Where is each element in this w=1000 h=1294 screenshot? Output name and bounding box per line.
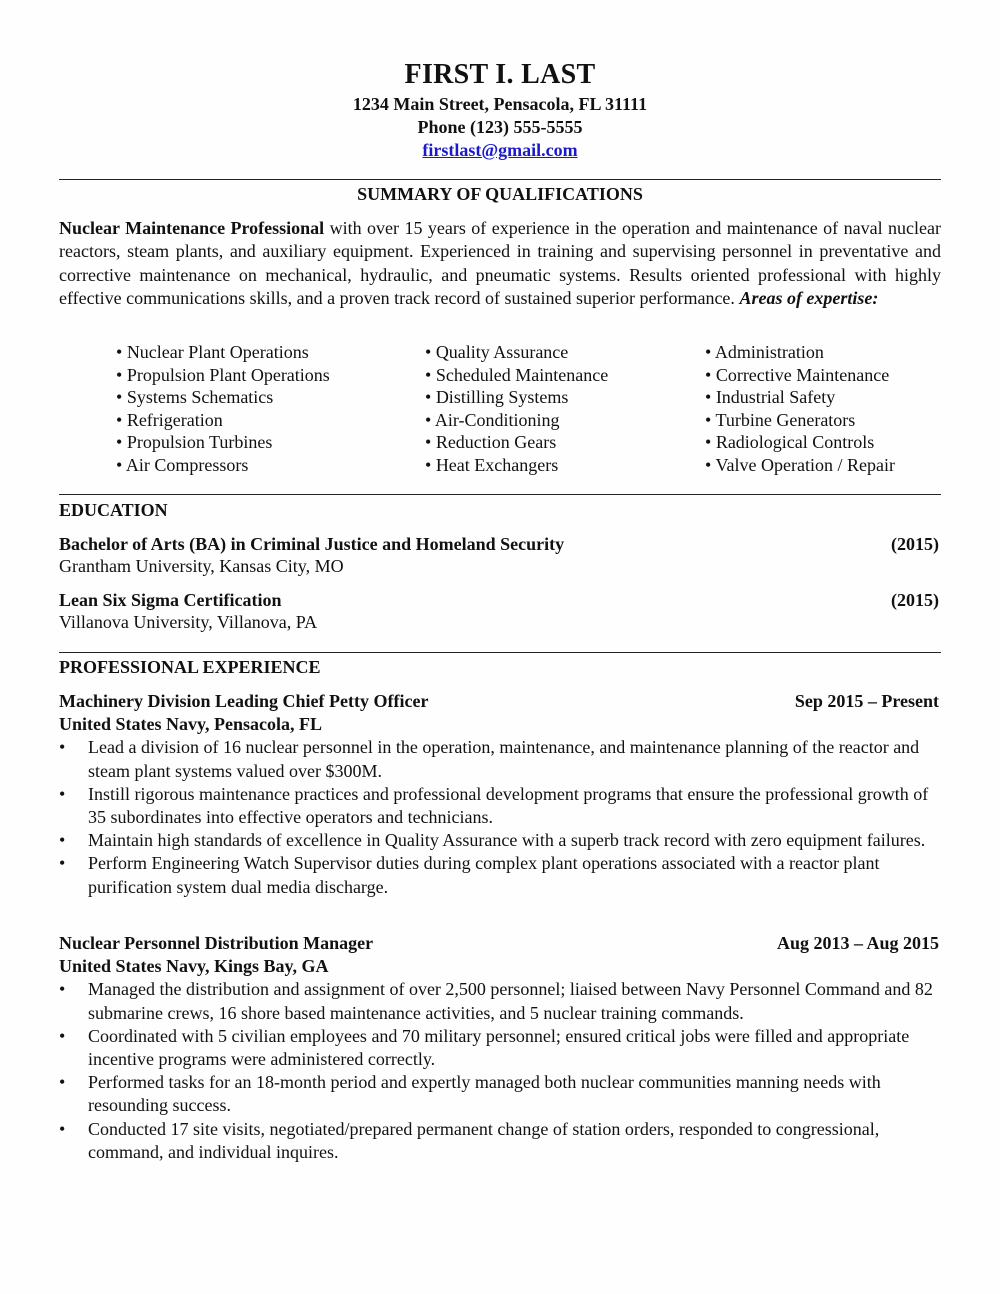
education-year: (2015) xyxy=(891,590,939,610)
email-line xyxy=(59,139,941,161)
job-dates: Aug 2013 – Aug 2015 xyxy=(776,933,939,953)
job-bullet: • Perform Engineering Watch Supervisor duties during complex plant operations associated with a reactor plant purification system dual media discharge. xyxy=(59,853,880,897)
skills-column xyxy=(425,341,608,477)
email-link[interactable]: firstlast@gmail.com xyxy=(422,140,578,160)
skill-item: • Air Compressors xyxy=(116,454,249,475)
phone: Phone (123) 555-5555 xyxy=(417,117,583,137)
job-organization: United States Navy, Pensacola, FL xyxy=(59,714,322,735)
education-entry xyxy=(59,533,941,577)
education-year: (2015) xyxy=(891,534,939,554)
expertise-label: Areas of expertise: xyxy=(739,287,879,308)
skill-item: • Propulsion Plant Operations xyxy=(116,364,330,385)
skill-item: • Corrective Maintenance xyxy=(705,364,890,385)
candidate-name: FIRST I. LAST xyxy=(404,59,596,90)
skill-item: • Propulsion Turbines xyxy=(116,432,273,453)
job-bullet: • Instill rigorous maintenance practices and professional development programs that ensure the professional growth of 35 subordinates into effective operators and technicians. xyxy=(59,783,929,828)
school: Villanova University, Villanova, PA xyxy=(59,612,318,632)
job-title: Nuclear Personnel Distribution Manager xyxy=(59,933,374,953)
job-bullet: • Conducted 17 site visits, negotiated/prepared permanent change of station orders, responded to congressional, command, and individual inquires. xyxy=(59,1118,880,1162)
skill-item: • Heat Exchangers xyxy=(425,454,559,475)
job-bullet: • Performed tasks for an 18-month period and expertly managed both nuclear communities manning needs with resounding success. xyxy=(59,1072,881,1116)
skills-column xyxy=(705,341,895,477)
skill-item: • Nuclear Plant Operations xyxy=(116,342,309,362)
job-dates: Sep 2015 – Present xyxy=(794,691,939,711)
summary-body: with over 15 years of experience in the operation and maintenance of naval nuclear reactors, steam plants, and auxiliary equipment. Experienced in training and supervising personnel in preventative and corrective maintenance on mechanical, hydraulic, and pneumatic systems. Results oriented professional with highly effective communications skills, and a proven track record of sustained superior performance. xyxy=(59,218,941,308)
skill-item: • Reduction Gears xyxy=(425,432,557,453)
summary-title: SUMMARY OF QUALIFICATIONS xyxy=(357,184,643,204)
divider xyxy=(59,494,941,495)
job-bullet: • Lead a division of 16 nuclear personnel in the operation, maintenance, and maintenance planning of the reactor and steam plant systems valued over $300M. xyxy=(59,737,920,781)
skills-column xyxy=(116,341,330,477)
skill-item: • Quality Assurance xyxy=(425,342,569,362)
divider xyxy=(59,652,941,653)
skill-item: • Refrigeration xyxy=(116,409,223,430)
job-entry xyxy=(59,932,941,1164)
summary-lead: Nuclear Maintenance Professional xyxy=(59,218,325,238)
job-entry xyxy=(59,690,941,899)
job-bullet: • Coordinated with 5 civilian employees and 70 military personnel; ensured critical jobs were filled and appropriate incentive programs were administered correctly. xyxy=(59,1025,910,1070)
education-title: EDUCATION xyxy=(59,500,168,520)
summary-paragraph xyxy=(59,217,941,310)
address: 1234 Main Street, Pensacola, FL 31111 xyxy=(352,94,648,114)
skill-item: • Valve Operation / Repair xyxy=(705,454,895,475)
skill-item: • Turbine Generators xyxy=(705,409,856,430)
job-organization: United States Navy, Kings Bay, GA xyxy=(59,956,329,977)
job-title: Machinery Division Leading Chief Petty Officer xyxy=(59,691,429,711)
skill-item: • Distilling Systems xyxy=(425,387,569,408)
school: Grantham University, Kansas City, MO xyxy=(59,556,344,576)
skill-item: • Systems Schematics xyxy=(116,387,274,408)
skill-item: • Industrial Safety xyxy=(705,387,836,408)
experience-title: PROFESSIONAL EXPERIENCE xyxy=(59,657,321,677)
education-entry xyxy=(59,589,941,633)
degree: Bachelor of Arts (BA) in Criminal Justice and Homeland Security xyxy=(59,534,565,554)
job-bullets xyxy=(59,978,941,1164)
job-bullet: • Maintain high standards of excellence in Quality Assurance with a superb track record with zero equipment failures. xyxy=(59,830,926,851)
skill-item: • Air-Conditioning xyxy=(425,409,560,430)
divider xyxy=(59,179,941,180)
skill-item: • Scheduled Maintenance xyxy=(425,364,609,385)
job-bullets xyxy=(59,736,941,898)
degree: Lean Six Sigma Certification xyxy=(59,590,282,610)
skill-item: • Administration xyxy=(705,342,824,362)
job-bullet: • Managed the distribution and assignment of over 2,500 personnel; liaised between Navy Personnel Command and 82 submarine crews, 16 shore based maintenance activities, and 5 nuclear training commands. xyxy=(59,979,933,1023)
skill-item: • Radiological Controls xyxy=(705,432,875,453)
